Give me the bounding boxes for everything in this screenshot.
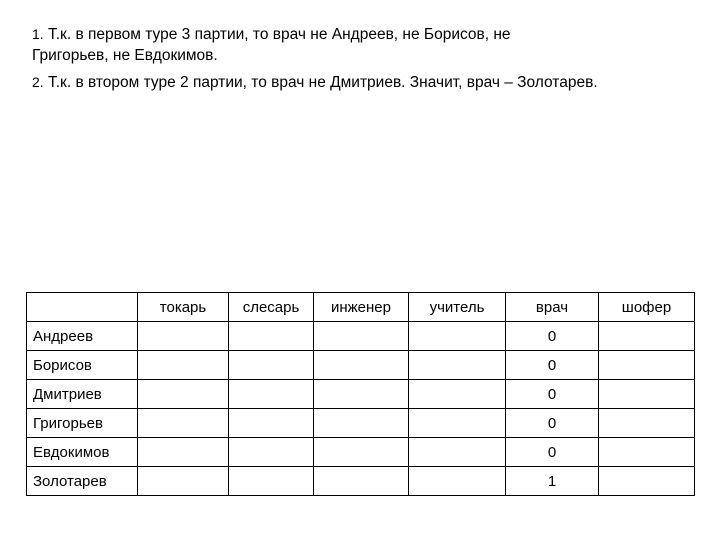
paragraph-text: Т.к. в первом туре 3 партии, то врач не Андреев, не Борисов, не xyxy=(48,26,511,43)
table-cell xyxy=(314,380,409,409)
table-cell xyxy=(138,467,229,496)
column-header: слесарь xyxy=(229,293,314,322)
column-header: токарь xyxy=(138,293,229,322)
paragraph-number: 1. xyxy=(32,26,44,42)
table-cell xyxy=(599,467,695,496)
row-name: Григорьев xyxy=(27,409,138,438)
table-cell xyxy=(599,409,695,438)
table-cell xyxy=(409,467,506,496)
table-cell xyxy=(314,438,409,467)
table-row xyxy=(27,351,695,380)
table-cell xyxy=(599,438,695,467)
table-cell xyxy=(138,409,229,438)
table-cell xyxy=(409,380,506,409)
table-cell xyxy=(229,322,314,351)
table-cell xyxy=(409,438,506,467)
column-header: врач xyxy=(506,293,599,322)
reasoning-text xyxy=(32,24,712,99)
table-cell xyxy=(229,467,314,496)
table-cell: 0 xyxy=(506,380,599,409)
header-row xyxy=(27,293,695,322)
table-row xyxy=(27,467,695,496)
row-name: Андреев xyxy=(27,322,138,351)
row-name: Золотарев xyxy=(27,467,138,496)
table-cell xyxy=(314,409,409,438)
row-name: Дмитриев xyxy=(27,380,138,409)
paragraph-text: Григорьев, не Евдокимов. xyxy=(32,47,218,64)
row-name: Борисов xyxy=(27,351,138,380)
table-cell xyxy=(229,409,314,438)
table-cell xyxy=(409,409,506,438)
table-row xyxy=(27,438,695,467)
paragraph-1 xyxy=(32,24,712,66)
column-header: инженер xyxy=(314,293,409,322)
table-cell xyxy=(138,380,229,409)
table-cell: 0 xyxy=(506,438,599,467)
table-cell xyxy=(229,380,314,409)
table-cell xyxy=(599,380,695,409)
logic-table xyxy=(26,292,695,496)
table-cell xyxy=(229,351,314,380)
table-cell xyxy=(599,322,695,351)
paragraph-number: 2. xyxy=(32,74,44,90)
paragraph-2 xyxy=(32,72,712,93)
table-cell: 0 xyxy=(506,322,599,351)
table-cell xyxy=(229,438,314,467)
table-cell xyxy=(138,438,229,467)
paragraph-text: Т.к. в втором туре 2 партии, то врач не Дмитриев. Значит, врач – Золотарев. xyxy=(48,74,598,91)
table-cell xyxy=(314,351,409,380)
table-row xyxy=(27,322,695,351)
table-cell xyxy=(409,322,506,351)
row-name: Евдокимов xyxy=(27,438,138,467)
header-corner xyxy=(27,293,138,322)
table-cell xyxy=(138,322,229,351)
column-header: шофер xyxy=(599,293,695,322)
table-cell: 0 xyxy=(506,409,599,438)
table-cell xyxy=(314,467,409,496)
table-row xyxy=(27,409,695,438)
table-cell xyxy=(314,322,409,351)
column-header: учитель xyxy=(409,293,506,322)
table-row xyxy=(27,380,695,409)
table-cell: 1 xyxy=(506,467,599,496)
table-cell xyxy=(138,351,229,380)
table-cell xyxy=(599,351,695,380)
table-cell xyxy=(409,351,506,380)
table-cell: 0 xyxy=(506,351,599,380)
